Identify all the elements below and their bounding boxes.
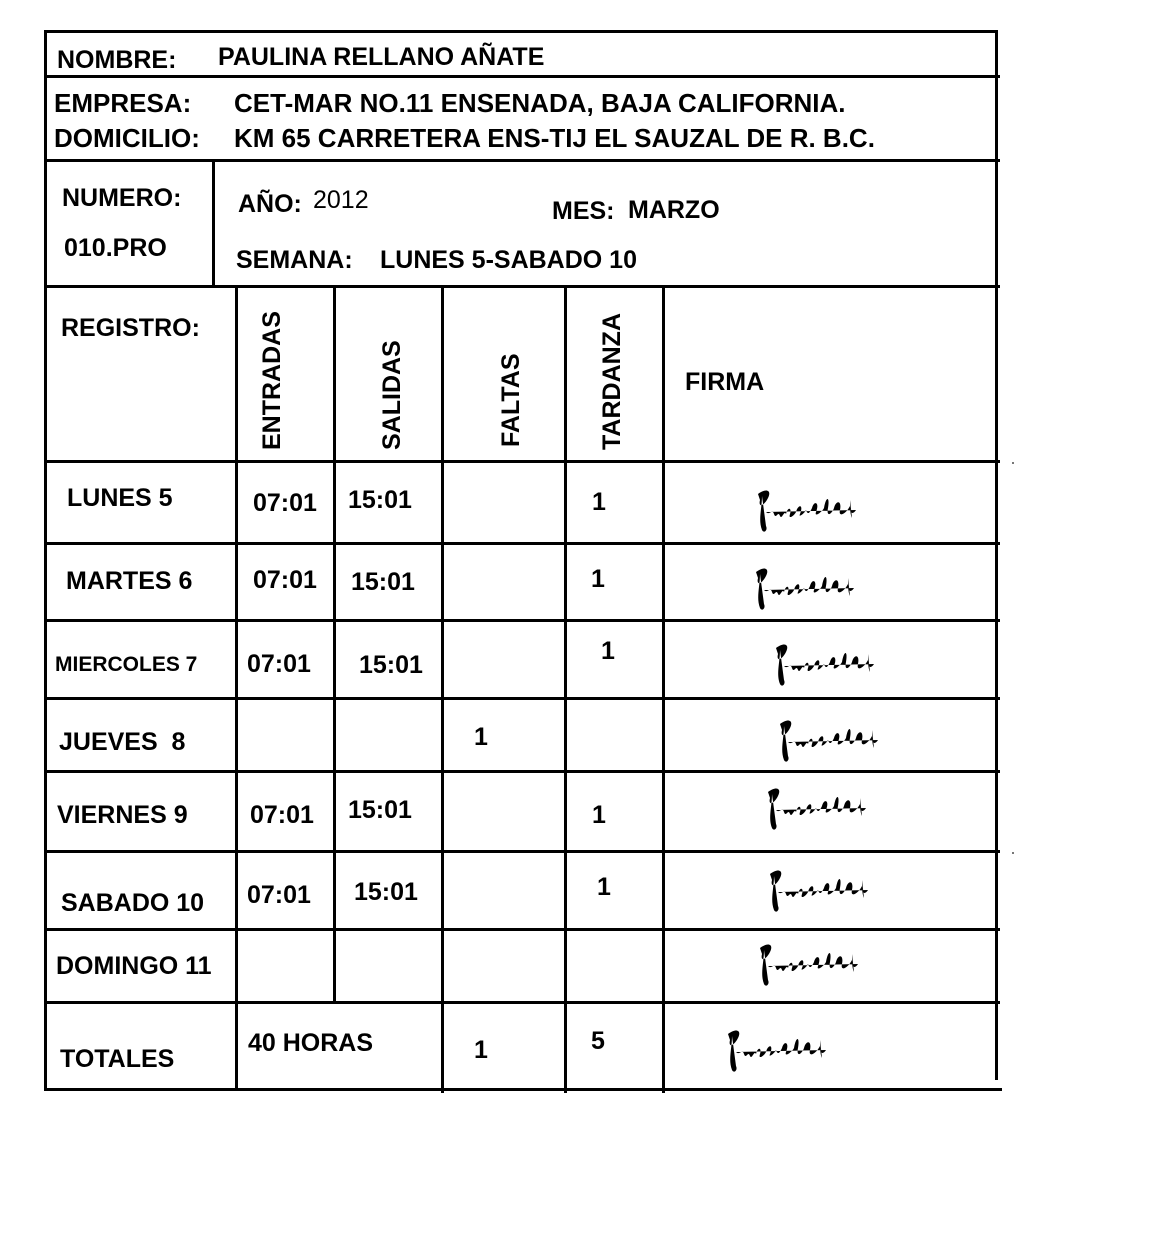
divider-header [44, 460, 1000, 463]
mes-label: MES: [552, 197, 615, 225]
signature-icon [752, 486, 864, 538]
row-entrada: 07:01 [250, 801, 314, 829]
row-salida: 15:01 [348, 796, 412, 824]
divider-row-4 [44, 770, 1000, 773]
row-day: SABADO 10 [61, 889, 205, 917]
stray-dot [1012, 462, 1014, 464]
nombre-value: PAULINA RELLANO AÑATE [218, 43, 545, 71]
row-tardanza: 1 [592, 801, 606, 829]
divider-numero [44, 285, 1000, 288]
row-salida: 15:01 [351, 568, 415, 596]
signature-icon [764, 866, 876, 918]
row-tardanza: 1 [597, 873, 611, 901]
divider-registro-col [235, 285, 238, 1091]
anio-label: AÑO: [238, 190, 302, 218]
row-salida: 15:01 [359, 651, 423, 679]
domicilio-label: DOMICILIO: [54, 123, 200, 153]
signature-icon [762, 784, 874, 836]
border-left [44, 30, 47, 1091]
column-header-salidas: SALIDAS [378, 340, 406, 450]
numero-label: NUMERO: [62, 184, 182, 212]
row-entrada: 07:01 [247, 650, 311, 678]
totales-faltas: 1 [474, 1036, 488, 1064]
signature-icon [722, 1026, 834, 1078]
divider-tardanza-col [662, 285, 665, 1093]
divider-row-5 [44, 850, 1000, 853]
row-salida: 15:01 [354, 878, 418, 906]
divider-nombre [44, 75, 1000, 78]
row-tardanza: 1 [601, 637, 615, 665]
row-entrada: 07:01 [253, 489, 317, 517]
row-day: JUEVES 8 [59, 728, 186, 756]
row-day: MARTES 6 [66, 567, 193, 595]
mes-value: MARZO [628, 196, 720, 224]
empresa-label: EMPRESA: [54, 88, 192, 118]
numero-value: 010.PRO [64, 234, 167, 262]
totales-label: TOTALES [60, 1045, 175, 1073]
divider-salidas-col [441, 285, 444, 1093]
row-salida: 15:01 [348, 486, 412, 514]
row-tardanza: 1 [591, 565, 605, 593]
column-header-tardanza: TARDANZA [598, 312, 626, 450]
stray-dot [1012, 852, 1014, 854]
divider-row-3 [44, 697, 1000, 700]
row-entrada: 07:01 [253, 566, 317, 594]
column-header-entradas: ENTRADAS [258, 311, 286, 450]
signature-icon [754, 940, 866, 992]
totales-horas: 40 HORAS [248, 1029, 374, 1057]
semana-label: SEMANA: [236, 246, 353, 274]
row-entrada: 07:01 [247, 881, 311, 909]
divider-numero-col [212, 159, 215, 287]
divider-row-2 [44, 619, 1000, 622]
divider-row-6 [44, 928, 1000, 931]
row-day: MIERCOLES 7 [55, 653, 198, 676]
domicilio-value: KM 65 CARRETERA ENS-TIJ EL SAUZAL DE R. B.C. [234, 123, 875, 153]
row-falta: 1 [474, 723, 488, 751]
nombre-label: NOMBRE: [57, 46, 177, 74]
row-tardanza: 1 [592, 488, 606, 516]
divider-entradas-col [333, 285, 336, 1004]
semana-value: LUNES 5-SABADO 10 [380, 246, 637, 274]
signature-icon [774, 716, 886, 768]
border-right [995, 30, 998, 1080]
signature-icon [770, 640, 882, 692]
empresa-value: CET-MAR NO.11 ENSENADA, BAJA CALIFORNIA. [234, 88, 846, 118]
divider-row-1 [44, 542, 1000, 545]
divider-empresa [44, 159, 1000, 162]
divider-row-7 [44, 1001, 1000, 1004]
registro-label: REGISTRO: [61, 314, 200, 342]
row-day: LUNES 5 [67, 484, 173, 512]
column-header-faltas: FALTAS [497, 353, 525, 447]
anio-value: 2012 [313, 186, 369, 214]
column-header-firma: FIRMA [685, 368, 765, 396]
row-day: VIERNES 9 [57, 801, 188, 829]
row-day: DOMINGO 11 [56, 952, 212, 980]
divider-faltas-col [564, 285, 567, 1093]
signature-icon [750, 564, 862, 616]
border-top [44, 30, 998, 33]
border-bottom [44, 1088, 1002, 1091]
totales-tardanza: 5 [591, 1027, 605, 1055]
